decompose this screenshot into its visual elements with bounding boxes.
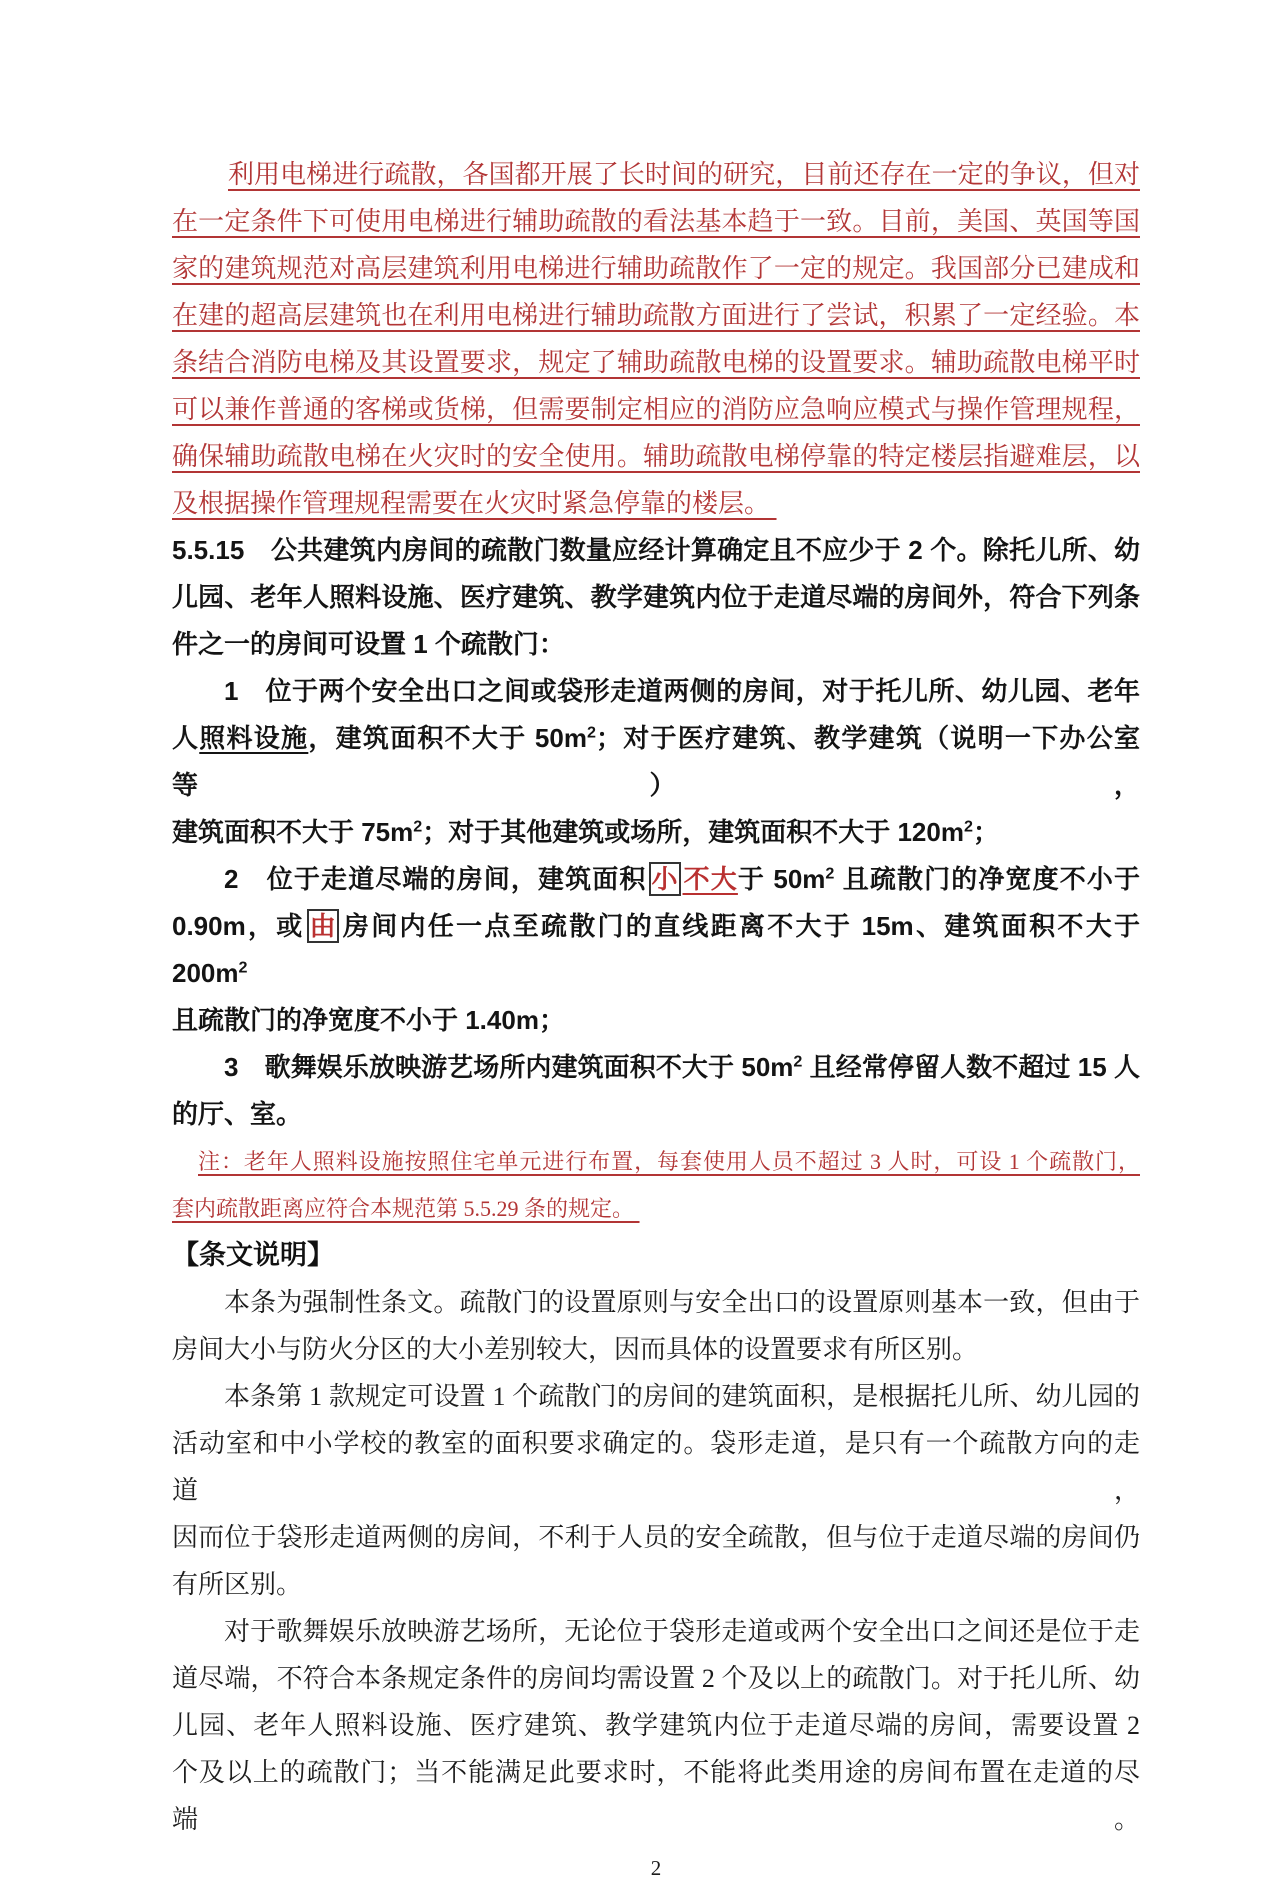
text-run: 2 [586,723,596,742]
text-line [172,386,1140,433]
text-line [172,292,1140,339]
text-run: 照料设施 [199,723,309,753]
explanation-paragraph-1 [172,1279,1280,1373]
text-run: 5.5.15 [172,535,245,565]
text-run: ，建筑面积不大于 50m [308,723,587,753]
text-run: 条结合消防电梯及其设置要求，规定了辅助疏散电梯的设置要求。辅助疏散电梯平时 [172,348,1140,377]
text-run: 且疏散门的净宽度不小于 1.40m； [172,1005,565,1035]
text-line [172,1138,1140,1185]
text-run: 且经常停留人数不超过 15 人 [802,1052,1140,1082]
text-run: 于 50m [737,864,826,894]
text-line [172,1420,1140,1514]
text-run: 2 [413,817,423,836]
clause-item-2 [172,856,1280,1044]
text-line [172,1655,1140,1702]
text-run: ；对于医疗建筑、教学建筑（说明一下办公室等）， [172,723,1140,800]
text-line [172,715,1140,809]
text-run: 家的建筑规范对高层建筑利用电梯进行辅助疏散作了一定的规定。我国部分已建成和 [172,254,1140,283]
text-run: 确保辅助疏散电梯在火灾时的安全使用。辅助疏散电梯停靠的特定楼层指避难层，以 [172,442,1140,471]
text-run [238,864,266,894]
text-run: 可以兼作普通的客梯或货梯，但需要制定相应的消防应急响应模式与操作管理规程， [172,395,1140,424]
text-run: 2 [963,817,973,836]
text-line [172,1702,1140,1749]
text-line [172,1608,1140,1655]
text-run: 的厅、室。 [172,1099,303,1129]
explanation-paragraph-3 [172,1608,1280,1843]
text-run: 不大 [682,864,738,894]
text-run: 3 [224,1052,239,1082]
text-run: 活动室和中小学校的教室的面积要求确定的。袋形走道，是只有一个疏散方向的走道， [172,1429,1140,1505]
text-line [172,1561,1140,1608]
text-run: 2 [793,1052,803,1071]
text-run: 且疏散门的净宽度不小于 [834,864,1140,894]
text-line [172,1232,1140,1279]
text-run: 件之一的房间可设置 1 个疏散门： [172,629,565,659]
text-run: 本条第 1 款规定可设置 1 个疏散门的房间的建筑面积，是根据托儿所、幼儿园的 [224,1382,1140,1411]
text-run [244,535,271,565]
text-run: 【条文说明】 [172,1240,334,1270]
revision-boxed-char: 小 [649,862,681,896]
text-run: 利用电梯进行疏散，各国都开展了长时间的研究，目前还存在一定的争议，但对 [228,160,1140,189]
text-run: 儿园、老年人照料设施、医疗建筑、教学建筑内位于走道尽端的房间，需要设置 2 [172,1711,1140,1740]
text-run: 歌舞娱乐放映游艺场所内建筑面积不大于 50m [264,1052,794,1082]
text-run: 公共建筑内房间的疏散门数量应经计算确定且不应少于 2 个。除托儿所、幼 [270,535,1140,565]
text-run: 道尽端，不符合本条规定条件的房间均需设置 2 个及以上的疏散门。对于托儿所、幼 [172,1664,1140,1693]
text-run: 及根据操作管理规程需要在火灾时紧急停靠的楼层。 [172,489,777,518]
clause-5-5-15 [172,527,1280,668]
text-line [172,621,1140,668]
text-line [172,339,1140,386]
text-line [172,1326,1140,1373]
text-run: 1 [224,676,239,706]
text-line [172,480,1140,527]
text-run: 0.90m，或 [172,911,305,941]
page-number: 2 [650,1856,662,1880]
clause-item-3 [172,1044,1280,1138]
text-line [172,1749,1140,1843]
red-note-paragraph [172,1138,1280,1232]
text-line [172,1185,1140,1232]
text-run: ； [972,817,999,847]
explanation-heading [172,1232,1280,1279]
text-run: 位于两个安全出口之间或袋形走道两侧的房间，对于托儿所、幼儿园、老年 [265,676,1140,706]
text-run: 套内疏散距离应符合本规范第 5.5.29 条的规定。 [172,1196,640,1221]
text-line [172,668,1140,715]
text-run: 位于走道尽端的房间，建筑面积 [266,864,647,894]
text-run: 2 [238,958,248,977]
text-run: 建筑面积不大于 75m [172,817,414,847]
text-run: 房间内任一点至疏散门的直线距离不大于 15m、建筑面积不大于 200m [172,911,1140,988]
text-run: 注：老年人照料设施按照住宅单元进行布置，每套使用人员不超过 3 人时，可设 1 个疏散门， [198,1149,1140,1174]
text-line [172,809,1140,856]
text-line [172,1279,1140,1326]
text-line [172,856,1140,903]
text-line [172,245,1140,292]
text-line [172,198,1140,245]
text-run: 2 [224,864,239,894]
text-line [172,527,1140,574]
text-run: 房间大小与防火分区的大小差别较大，因而具体的设置要求有所区别。 [172,1335,979,1364]
revision-boxed-char: 由 [307,909,339,943]
text-line [172,1514,1140,1561]
text-run: 有所区别。 [172,1570,303,1599]
text-line [172,903,1140,997]
text-run: 在一定条件下可使用电梯进行辅助疏散的看法基本趋于一致。目前，美国、英国等国 [172,207,1140,236]
text-run [238,1052,264,1082]
text-run: 本条为强制性条文。疏散门的设置原则与安全出口的设置原则基本一致，但由于 [224,1288,1140,1317]
text-run [238,676,265,706]
explanation-paragraph-2 [172,1373,1280,1608]
text-run: 人 [172,723,200,753]
text-run: 因而位于袋形走道两侧的房间，不利于人员的安全疏散，但与位于走道尽端的房间仍 [172,1523,1140,1552]
text-line [172,433,1140,480]
text-line [172,1373,1140,1420]
text-run: 2 [825,864,835,883]
document-content [172,151,1280,1843]
text-run: 儿园、老年人照料设施、医疗建筑、教学建筑内位于走道尽端的房间外，符合下列条 [172,582,1140,612]
text-line [172,1044,1140,1091]
text-run: ；对于其他建筑或场所，建筑面积不大于 120m [422,817,964,847]
text-run: 个及以上的疏散门；当不能满足此要求时，不能将此类用途的房间布置在走道的尽端。 [172,1758,1140,1834]
text-line [172,574,1140,621]
text-line [172,151,1140,198]
text-line [172,997,1140,1044]
text-run: 对于歌舞娱乐放映游艺场所，无论位于袋形走道或两个安全出口之间还是位于走 [224,1617,1140,1646]
text-run: 在建的超高层建筑也在利用电梯进行辅助疏散方面进行了尝试，积累了一定经验。本 [172,301,1140,330]
red-commentary-paragraph [172,151,1280,527]
clause-item-1 [172,668,1280,856]
text-line [172,1091,1140,1138]
